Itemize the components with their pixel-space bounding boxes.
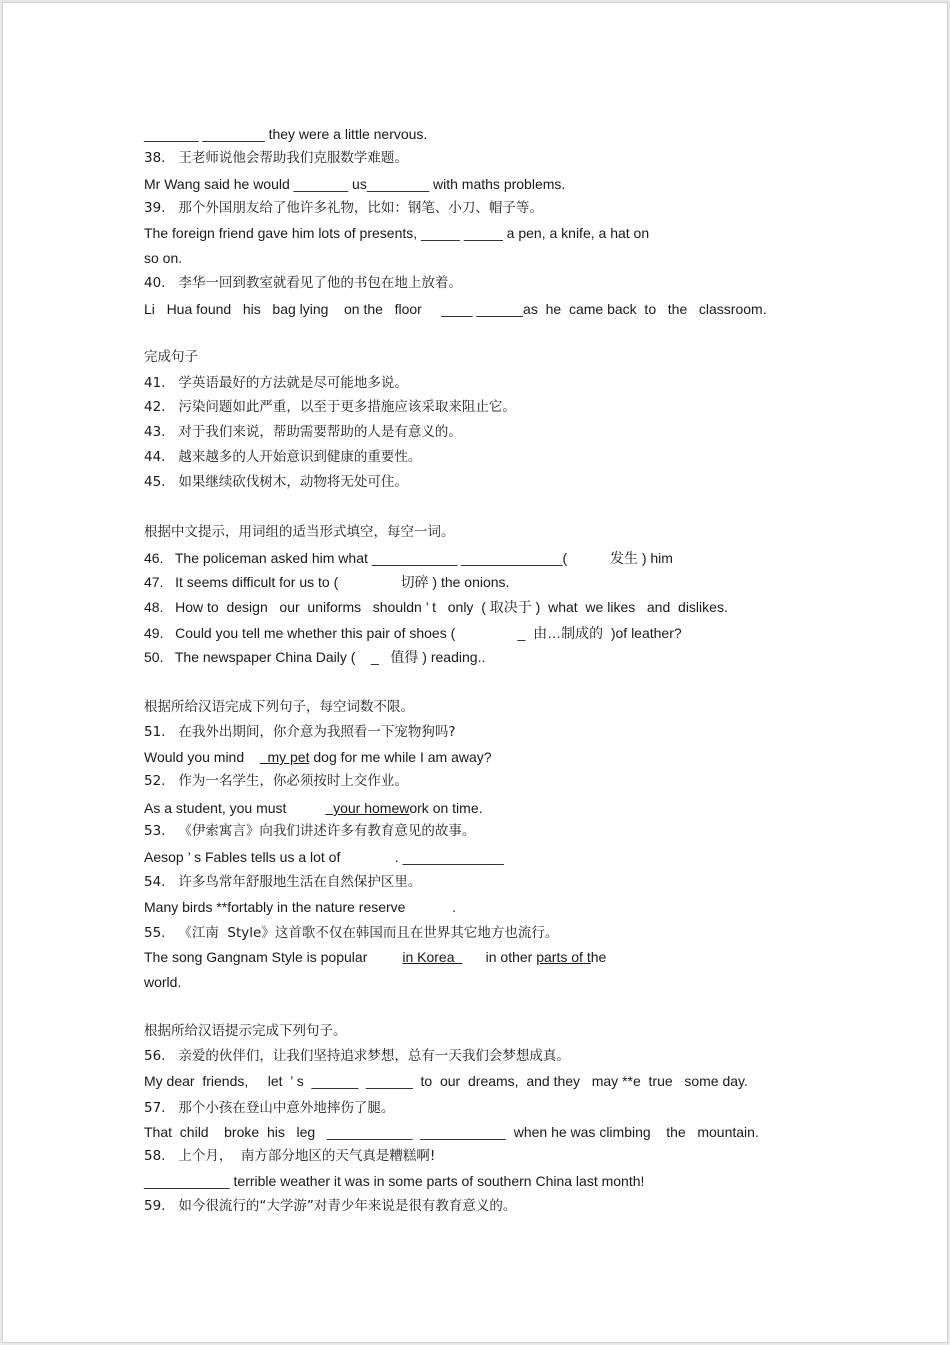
section-heading: 根据中文提示，用词组的适当形式填空，每空一词。 [144,524,455,540]
question-56: 56. 亲爱的伙伴们，让我们坚持追求梦想，总有一天我们会梦想成真。 [144,1048,570,1064]
line-text: so on. [144,250,183,266]
question-52: 52. 作为一名学生，你必须按时上交作业。 [144,773,408,789]
line-text: world. [144,974,182,990]
question-49: 49. Could you tell me whether this pair of shoes ( _ 由…制成的 )of leather? [144,625,682,641]
question-38: 38. 王老师说他会帮助我们克服数学难题。 [144,150,408,166]
question-44: 44. 越来越多的人开始意识到健康的重要性。 [144,449,422,465]
underlined-answer: my pet [259,749,310,765]
answer-text: As a student, you must [144,800,326,816]
question-50: 50. The newspaper China Daily ( _ 值得 ) reading.. [144,649,486,665]
question-42: 42. 污染问题如此严重，以至于更多措施应该采取来阻止它。 [144,399,516,415]
line-text: The foreign friend gave him lots of presents, _____ _____ a pen, a knife, a hat on [144,225,650,241]
section-heading: 完成句子 [144,349,198,365]
answer-text: Would you mind [144,749,260,765]
line-text: Mr Wang said he would _______ us________ with maths problems. [144,176,566,192]
line-text: Many birds **fortably in the nature reserve . [144,899,457,915]
question-59: 59. 如今很流行的“大学游”对青少年来说是很有教育意义的。 [144,1198,517,1214]
answer-text: in other [462,949,537,965]
question-57: 57. 那个小孩在登山中意外地摔伤了腿。 [144,1100,395,1116]
underlined-answer: in Korea [402,949,463,965]
question-55: 55. 《江南 Style》这首歌不仅在韩国而且在世界其它地方也流行。 [144,925,559,941]
underlined-answer: parts of t [536,949,591,965]
question-48: 48. How to design our uniforms shouldn ’ t only ( 取决于 ) what we likes and dislikes. [144,599,728,615]
answer-text: dog for me while I am away? [309,749,492,765]
worksheet-page [2,2,948,1343]
line-text: Aesop ’ s Fables tells us a lot of . _____________ [144,849,504,865]
question-47: 47. It seems difficult for us to ( 切碎 ) the onions. [144,574,510,590]
question-54: 54. 许多鸟常年舒服地生活在自然保护区里。 [144,874,422,890]
question-43: 43. 对于我们来说，帮助需要帮助的人是有意义的。 [144,424,462,440]
answer-text: The song Gangnam Style is popular [144,949,403,965]
answer-52 [144,799,483,817]
question-41: 41. 学英语最好的方法就是尽可能地多说。 [144,375,408,391]
section-heading: 根据所给汉语完成下列句子，每空词数不限。 [144,699,414,715]
line-text: Li Hua found his bag lying on the floor ____ ______as he came back to the classroom. [144,301,767,317]
question-46: 46. The policeman asked him what ___________ _____________( 发生 ) him [144,550,673,566]
question-39: 39. 那个外国朋友给了他许多礼物，比如：钢笔、小刀、帽子等。 [144,200,543,216]
line-text: ___________ terrible weather it was in some parts of southern China last month! [144,1173,645,1189]
question-51: 51. 在我外出期间，你介意为我照看一下宠物狗吗? [144,724,456,740]
question-40: 40. 李华一回到教室就看见了他的书包在地上放着。 [144,275,462,291]
section-heading: 根据所给汉语提示完成下列句子。 [144,1023,347,1039]
question-53: 53. 《伊索寓言》向我们讲述许多有教育意见的故事。 [144,823,476,839]
line-text: That child broke his leg ___________ ___________ when he was climbing the mountain. [144,1124,759,1140]
answer-51 [144,748,492,766]
line-text: My dear friends, let ’ s ______ ______ to our dreams, and they may **e true some day. [144,1073,748,1089]
line-text: _______ ________ they were a little nervous. [144,126,428,142]
underlined-answer: your homew [325,800,410,816]
question-58: 58. 上个月， 南方部分地区的天气真是糟糕啊! [144,1148,436,1164]
answer-text: he [590,949,607,965]
answer-text: ork on time. [409,800,483,816]
answer-55 [144,948,606,966]
question-45: 45. 如果继续砍伐树木，动物将无处可住。 [144,474,408,490]
